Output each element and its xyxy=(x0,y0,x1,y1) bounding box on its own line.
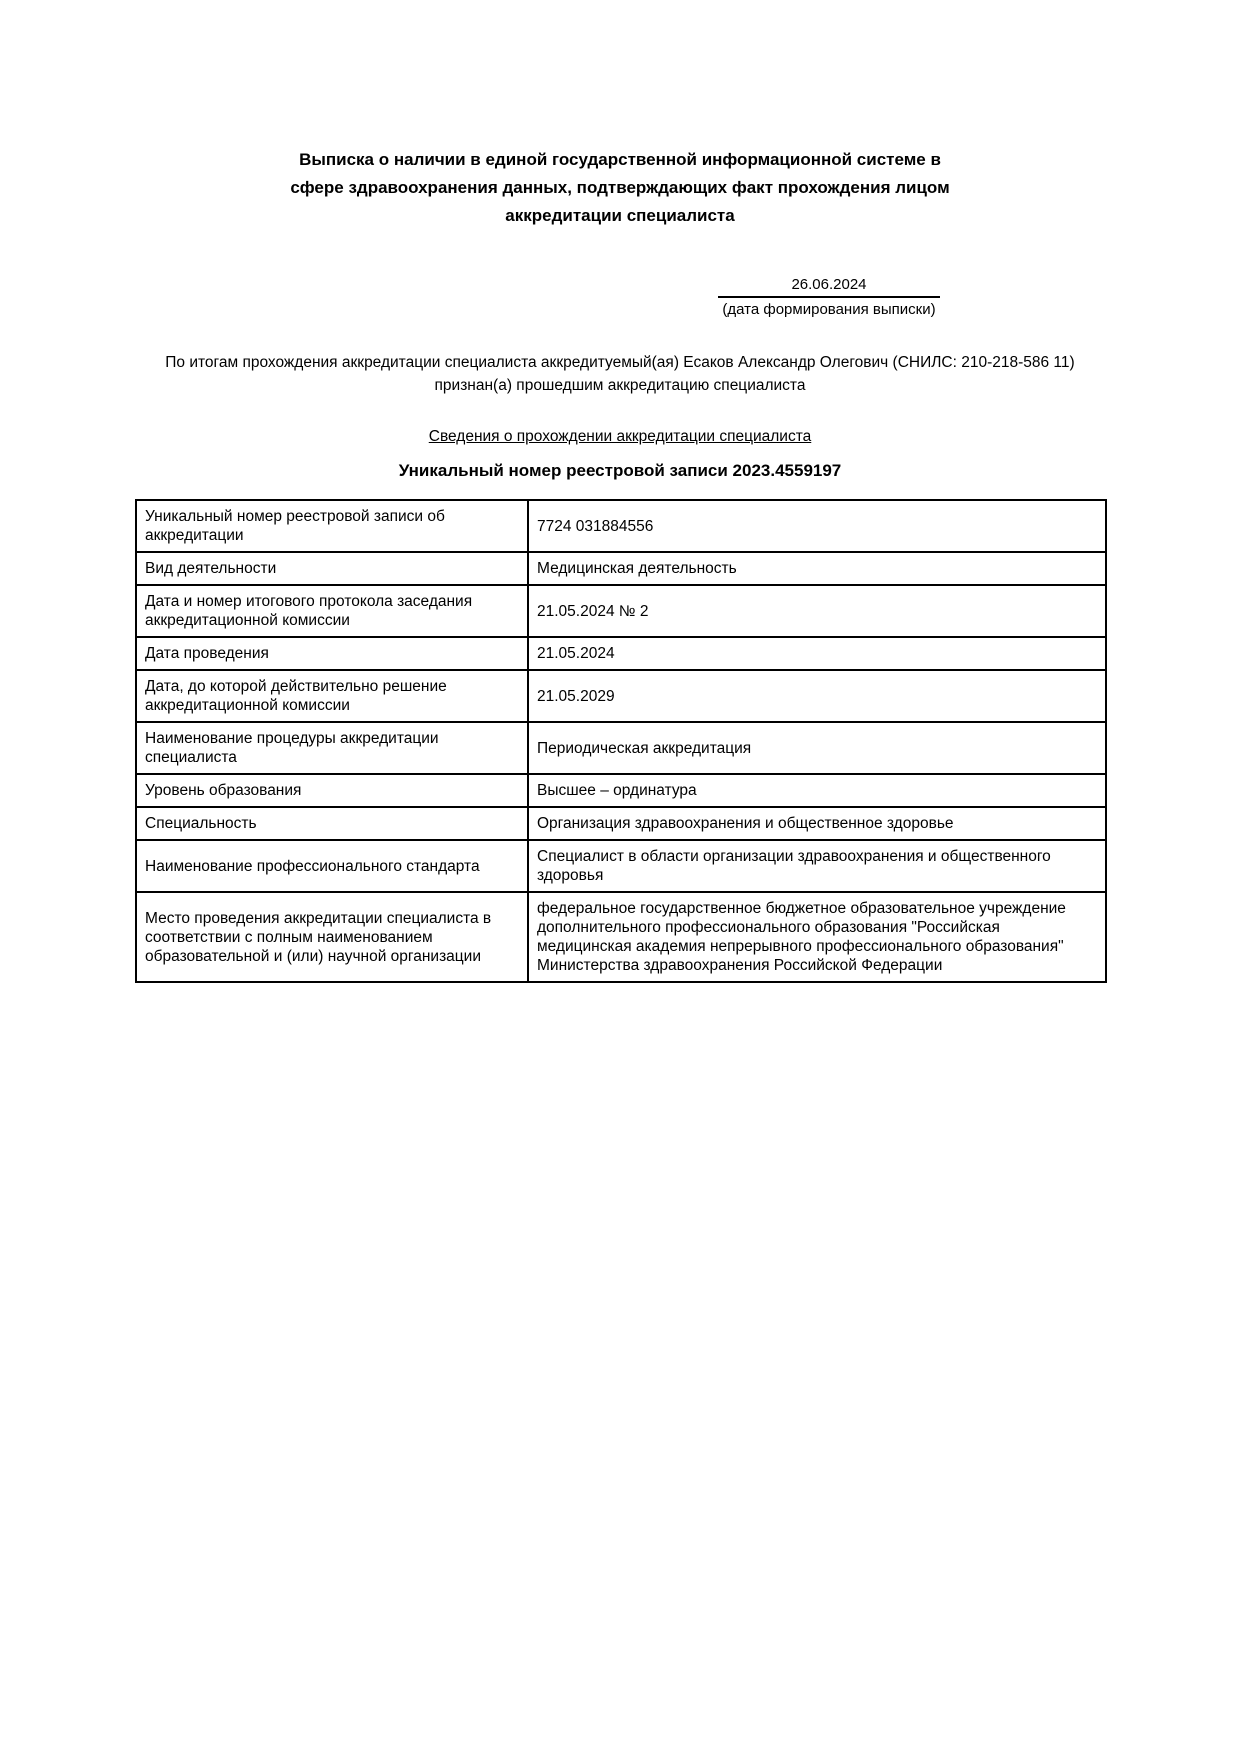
table-row xyxy=(136,670,1106,722)
registry-number-heading: Уникальный номер реестровой записи 2023.4559197 xyxy=(398,461,842,480)
table-row xyxy=(136,774,1106,807)
document-title: Выписка о наличии в единой государственной информационной системе в сфере здравоохранения данных, подтверждающих факт прохождения лицом аккредитации специалиста xyxy=(290,150,950,225)
row-label: Вид деятельности xyxy=(136,552,528,585)
row-label: Специальность xyxy=(136,807,528,840)
row-value: 21.05.2024 xyxy=(528,637,1106,670)
row-label: Уникальный номер реестровой записи об аккредитации xyxy=(136,500,528,552)
row-label: Наименование профессионального стандарта xyxy=(136,840,528,892)
row-value: 7724 031884556 xyxy=(528,500,1106,552)
row-label: Наименование процедуры аккредитации специалиста xyxy=(136,722,528,774)
row-label: Уровень образования xyxy=(136,774,528,807)
row-value: Периодическая аккредитация xyxy=(528,722,1106,774)
row-label: Место проведения аккредитации специалиста в соответствии с полным наименованием образовательной и (или) научной организации xyxy=(136,892,528,982)
row-value: Специалист в области организации здравоохранения и общественного здоровья xyxy=(528,840,1106,892)
formation-date: 26.06.2024 xyxy=(718,276,940,298)
row-value: Организация здравоохранения и общественное здоровье xyxy=(528,807,1106,840)
row-value: 21.05.2029 xyxy=(528,670,1106,722)
row-label: Дата проведения xyxy=(136,637,528,670)
table-row xyxy=(136,722,1106,774)
accreditation-table xyxy=(135,499,1107,983)
row-label: Дата, до которой действительно решение аккредитационной комиссии xyxy=(136,670,528,722)
formation-date-caption: (дата формирования выписки) xyxy=(722,301,936,318)
section-heading: Сведения о прохождении аккредитации специалиста xyxy=(428,428,812,445)
intro-paragraph: По итогам прохождения аккредитации специалиста аккредитуемый(ая) Есаков Александр Олегович (СНИЛС: 210-218-586 11) признан(а) прошедшим аккредитацию специалиста xyxy=(165,354,1075,394)
row-value: 21.05.2024 № 2 xyxy=(528,585,1106,637)
table-row xyxy=(136,840,1106,892)
row-label: Дата и номер итогового протокола заседания аккредитационной комиссии xyxy=(136,585,528,637)
row-value: Высшее – ординатура xyxy=(528,774,1106,807)
date-block xyxy=(718,276,940,319)
table-row xyxy=(136,500,1106,552)
table-row xyxy=(136,807,1106,840)
table-row xyxy=(136,637,1106,670)
row-value: Медицинская деятельность xyxy=(528,552,1106,585)
table-row xyxy=(136,892,1106,982)
row-value: федеральное государственное бюджетное образовательное учреждение дополнительного профессионального образования "Российская медицинская академия непрерывного профессионального образования" Министерства здравоохранения Российской Федерации xyxy=(528,892,1106,982)
table-row xyxy=(136,552,1106,585)
table-row xyxy=(136,585,1106,637)
